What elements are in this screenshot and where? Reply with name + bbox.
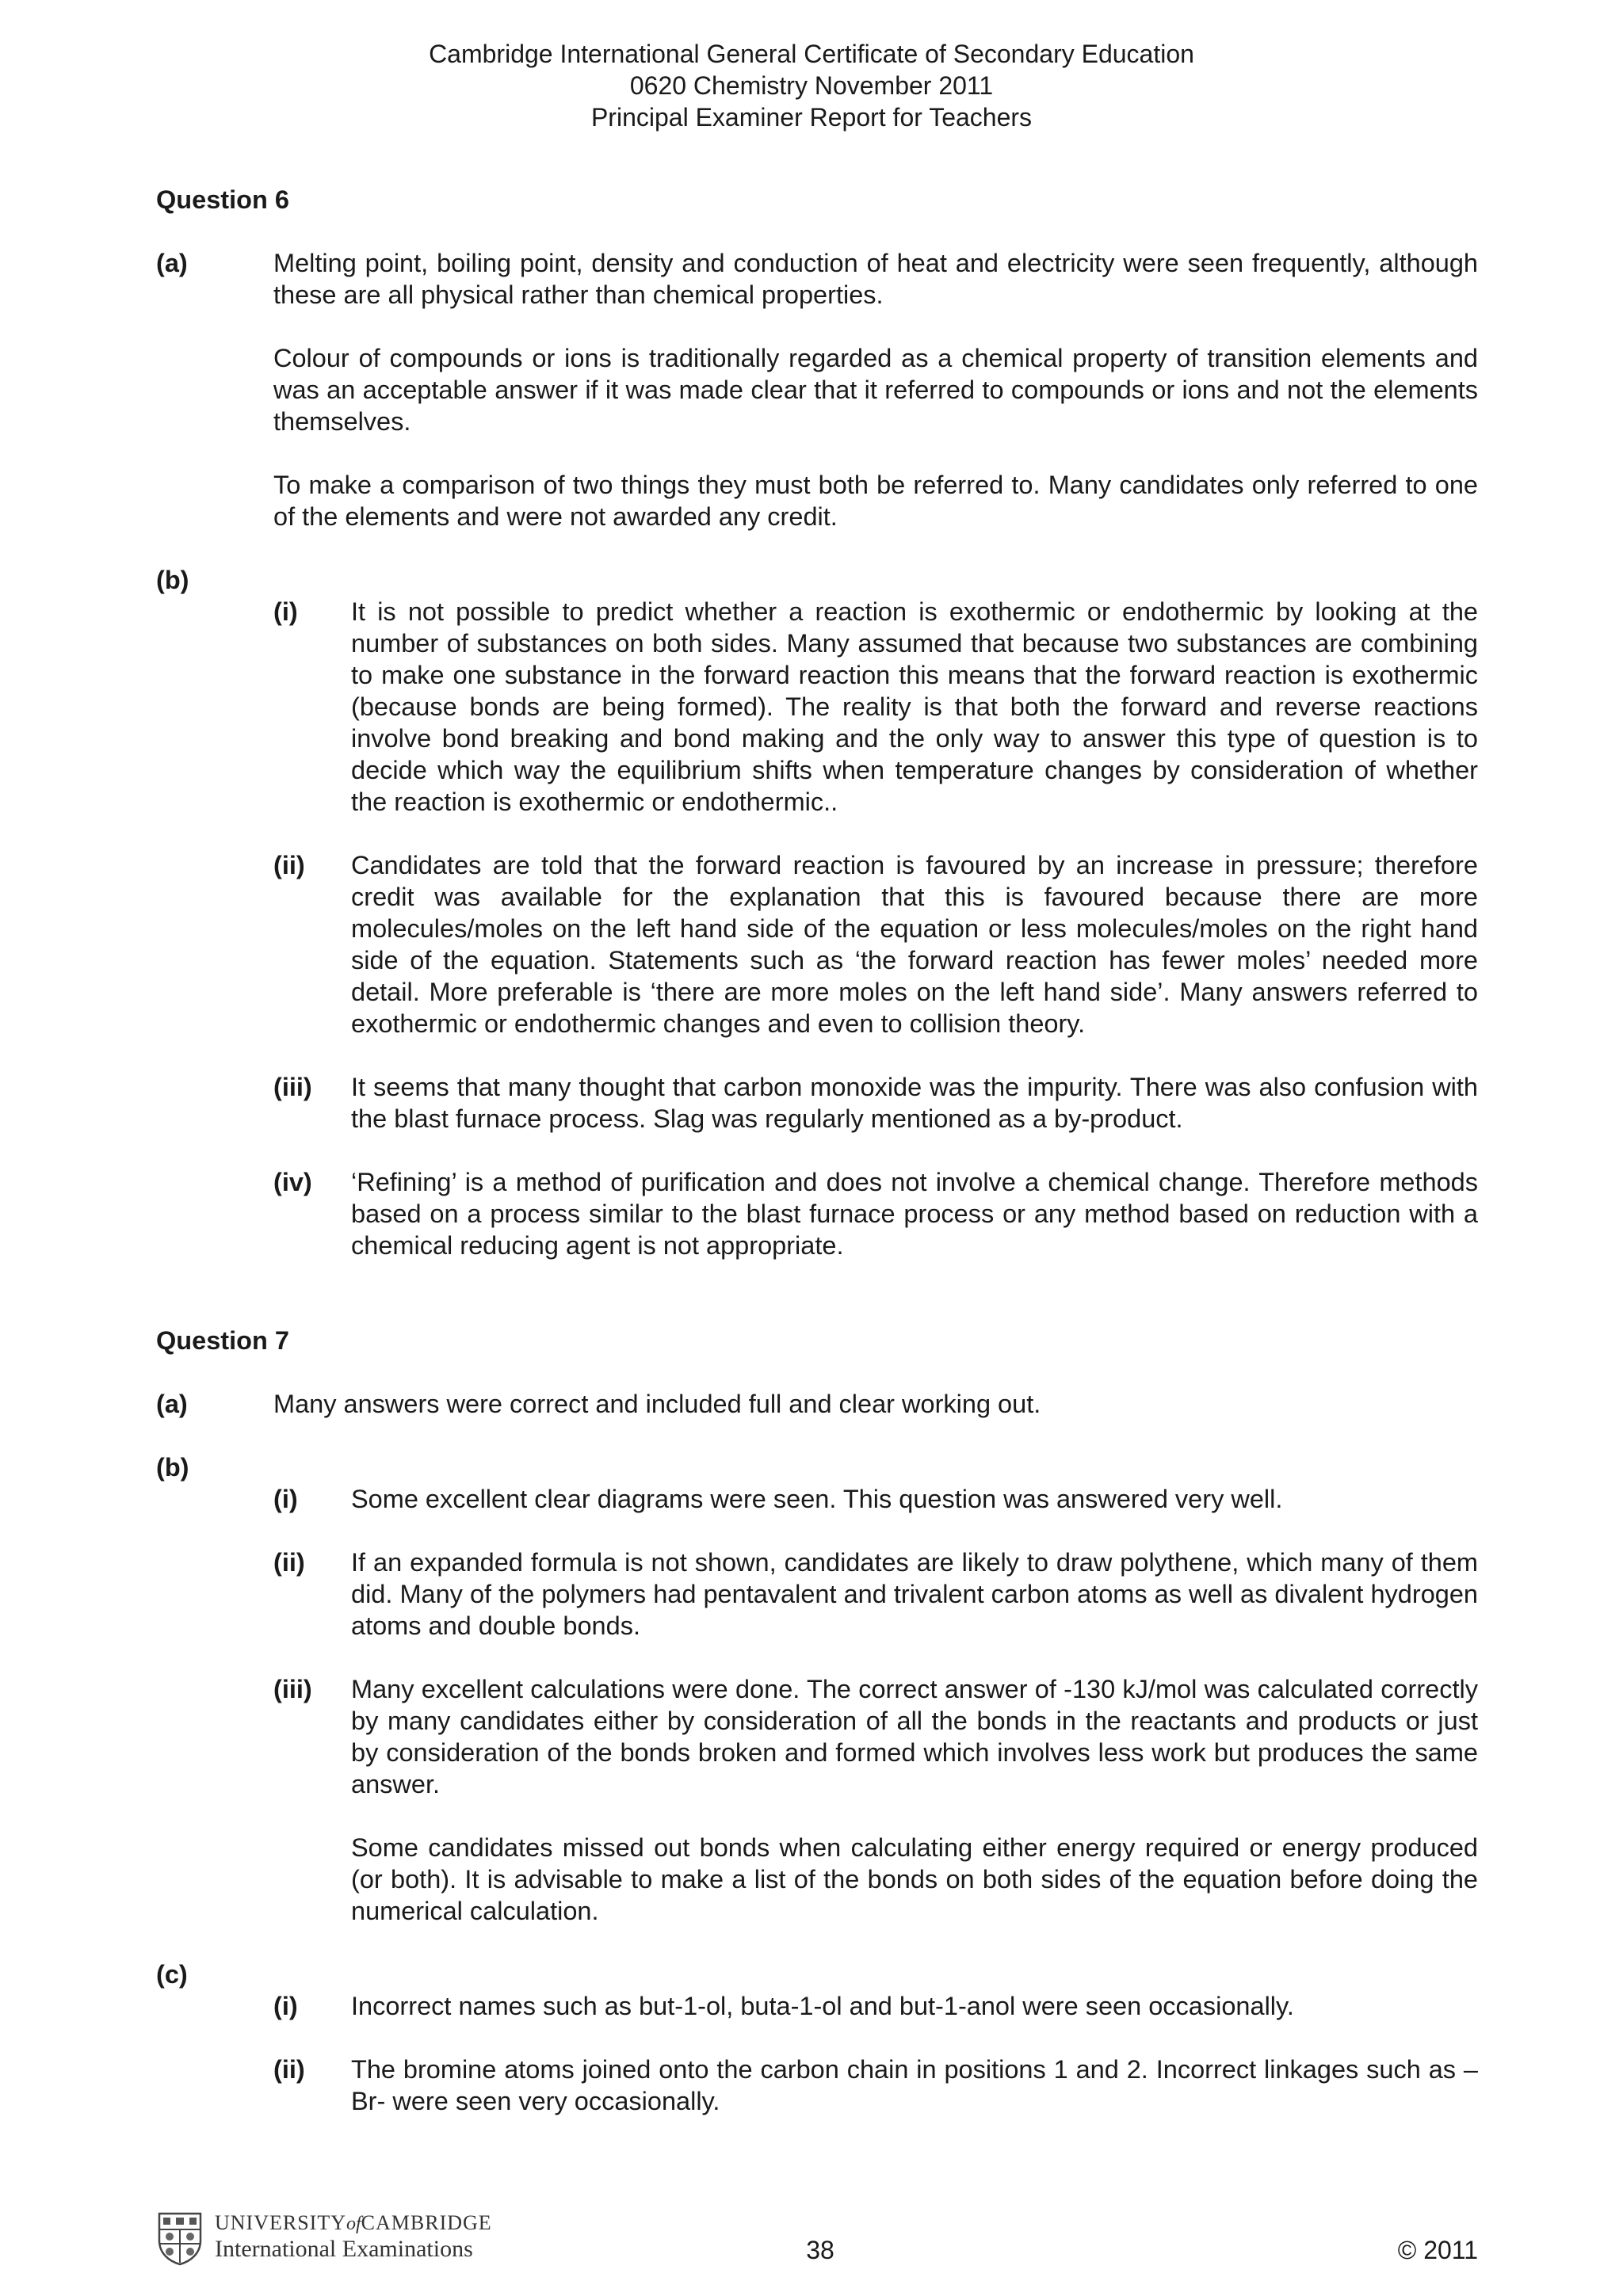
q7-c-i-text: Incorrect names such as but-1-ol, buta-1-ol and but-1-anol were seen occasionally. [351, 1992, 1294, 2020]
q6-b-iv-text: ‘Refining’ is a method of purification and does not involve a chemical change. Therefore methods based on a process similar to the blast furnace process or any method based on reduction with a chemical reducing agent is not appropriate. [351, 1168, 1478, 1260]
q7-part-b [156, 1451, 1478, 1483]
q6-part-b [156, 564, 1478, 596]
q7-part-a [156, 1388, 1478, 1420]
q6-b-i-text: It is not possible to predict whether a reaction is exothermic or endothermic by looking at the number of substances on both sides. Many assumed that because two substances are combining to make one substance in the forward reaction this means that the forward reaction is exothermic (because bonds are being formed). The reality is that both the forward and reverse reactions involve bond breaking and bond making and the only way to answer this type of question is to decide which way the equilibrium shifts when temperature changes by consideration of whether the reaction is exothermic or endothermic.. [351, 597, 1478, 816]
report-content [156, 184, 1478, 2117]
q7-b-ii-label: (ii) [273, 1548, 305, 1577]
q6-b-iii-label: (iii) [273, 1073, 312, 1101]
q6-b-iv [156, 1166, 1478, 1261]
q7-c-ii [156, 2054, 1478, 2117]
q7-b-iii-paragraph-1: Many excellent calculations were done. The correct answer of -130 kJ/mol was calculated correctly by many candidates either by consideration of all the bonds in the reactants and products or just by consideration of the bonds broken and formed which involves less work but produces the same answer. [351, 1675, 1478, 1798]
q6-b-ii-text: Candidates are told that the forward reaction is favoured by an increase in pressure; therefore credit was available for the explanation that this is favoured because there are more molecules/moles on the left hand side of the equation or less molecules/moles on the right hand side of the equation. Statements such as ‘the forward reaction has fewer moles’ needed more detail. More preferable is ‘there are more moles on the left hand side’. Many answers referred to exothermic or endothermic changes and even to collision theory. [351, 851, 1478, 1038]
q7-b-i-label: (i) [273, 1485, 298, 1513]
q7-b-i-text: Some excellent clear diagrams were seen. This question was answered very well. [351, 1485, 1283, 1513]
q6-b-iii [156, 1071, 1478, 1135]
q7-b-ii-text: If an expanded formula is not shown, candidates are likely to draw polythene, which many of them did. Many of the polymers had pentavalent and trivalent carbon atoms as well as divalent hydrogen atoms and double bonds. [351, 1548, 1478, 1640]
question-7-heading: Question 7 [156, 1326, 289, 1355]
q6-a-label: (a) [156, 249, 188, 277]
q7-c-i-label: (i) [273, 1992, 298, 2020]
q7-b-iii-paragraph-2: Some candidates missed out bonds when calculating either energy required or energy produced (or both). It is advisable to make a list of the bonds on both sides of the equation before doing the numerical calculation. [351, 1833, 1478, 1925]
header-line-3: Principal Examiner Report for Teachers [590, 103, 1033, 132]
q7-c-ii-text: The bromine atoms joined onto the carbon chain in positions 1 and 2. Incorrect linkages such as –Br- were seen very occasionally. [351, 2055, 1478, 2115]
q6-b-ii [156, 849, 1478, 1039]
q6-b-iv-label: (iv) [273, 1168, 312, 1196]
question-6-heading: Question 6 [156, 185, 289, 214]
q7-c-i [156, 1990, 1478, 2022]
q6-a-paragraph-1: Melting point, boiling point, density and conduction of heat and electricity were seen frequently, although these are all physical rather than chemical properties. [273, 249, 1478, 309]
logo-of: of [346, 2214, 361, 2234]
logo-international-examinations: International Examinations [215, 2236, 473, 2262]
page-number: 38 [806, 2236, 834, 2264]
q6-a-paragraph-3: To make a comparison of two things they must both be referred to. Many candidates only referred to one of the elements and were not awarded any credit. [273, 471, 1478, 531]
q7-c-ii-label: (ii) [273, 2055, 305, 2084]
q6-b-i [156, 596, 1478, 818]
q6-b-i-label: (i) [273, 597, 298, 626]
q7-part-c [156, 1958, 1478, 1990]
q6-part-a [156, 247, 1478, 532]
cambridge-shield-icon [156, 2210, 204, 2266]
q7-a-text: Many answers were correct and included full and clear working out. [273, 1390, 1041, 1418]
q6-a-paragraph-2: Colour of compounds or ions is traditionally regarded as a chemical property of transition elements and was an acceptable answer if it was made clear that it referred to compounds or ions and not the elements themselves. [273, 344, 1478, 436]
q7-b-iii [156, 1673, 1478, 1927]
header-line-1: Cambridge International General Certificate of Secondary Education [429, 40, 1194, 68]
logo-university: UNIVERSITY [215, 2211, 346, 2234]
q7-b-i [156, 1483, 1478, 1515]
q6-b-label: (b) [156, 566, 189, 594]
copyright: © 2011 [1397, 2236, 1478, 2264]
q7-b-iii-label: (iii) [273, 1675, 312, 1703]
header-line-2: 0620 Chemistry November 2011 [629, 71, 994, 100]
q7-b-label: (b) [156, 1453, 189, 1482]
q7-b-ii [156, 1547, 1478, 1642]
cambridge-logo [156, 2210, 492, 2266]
q7-a-label: (a) [156, 1390, 188, 1418]
logo-cambridge: CAMBRIDGE [361, 2211, 492, 2234]
q7-c-label: (c) [156, 1960, 188, 1989]
q6-b-iii-text: It seems that many thought that carbon monoxide was the impurity. There was also confusion with the blast furnace process. Slag was regularly mentioned as a by-product. [351, 1073, 1478, 1133]
q6-b-ii-label: (ii) [273, 851, 305, 879]
page-header [0, 38, 1623, 133]
